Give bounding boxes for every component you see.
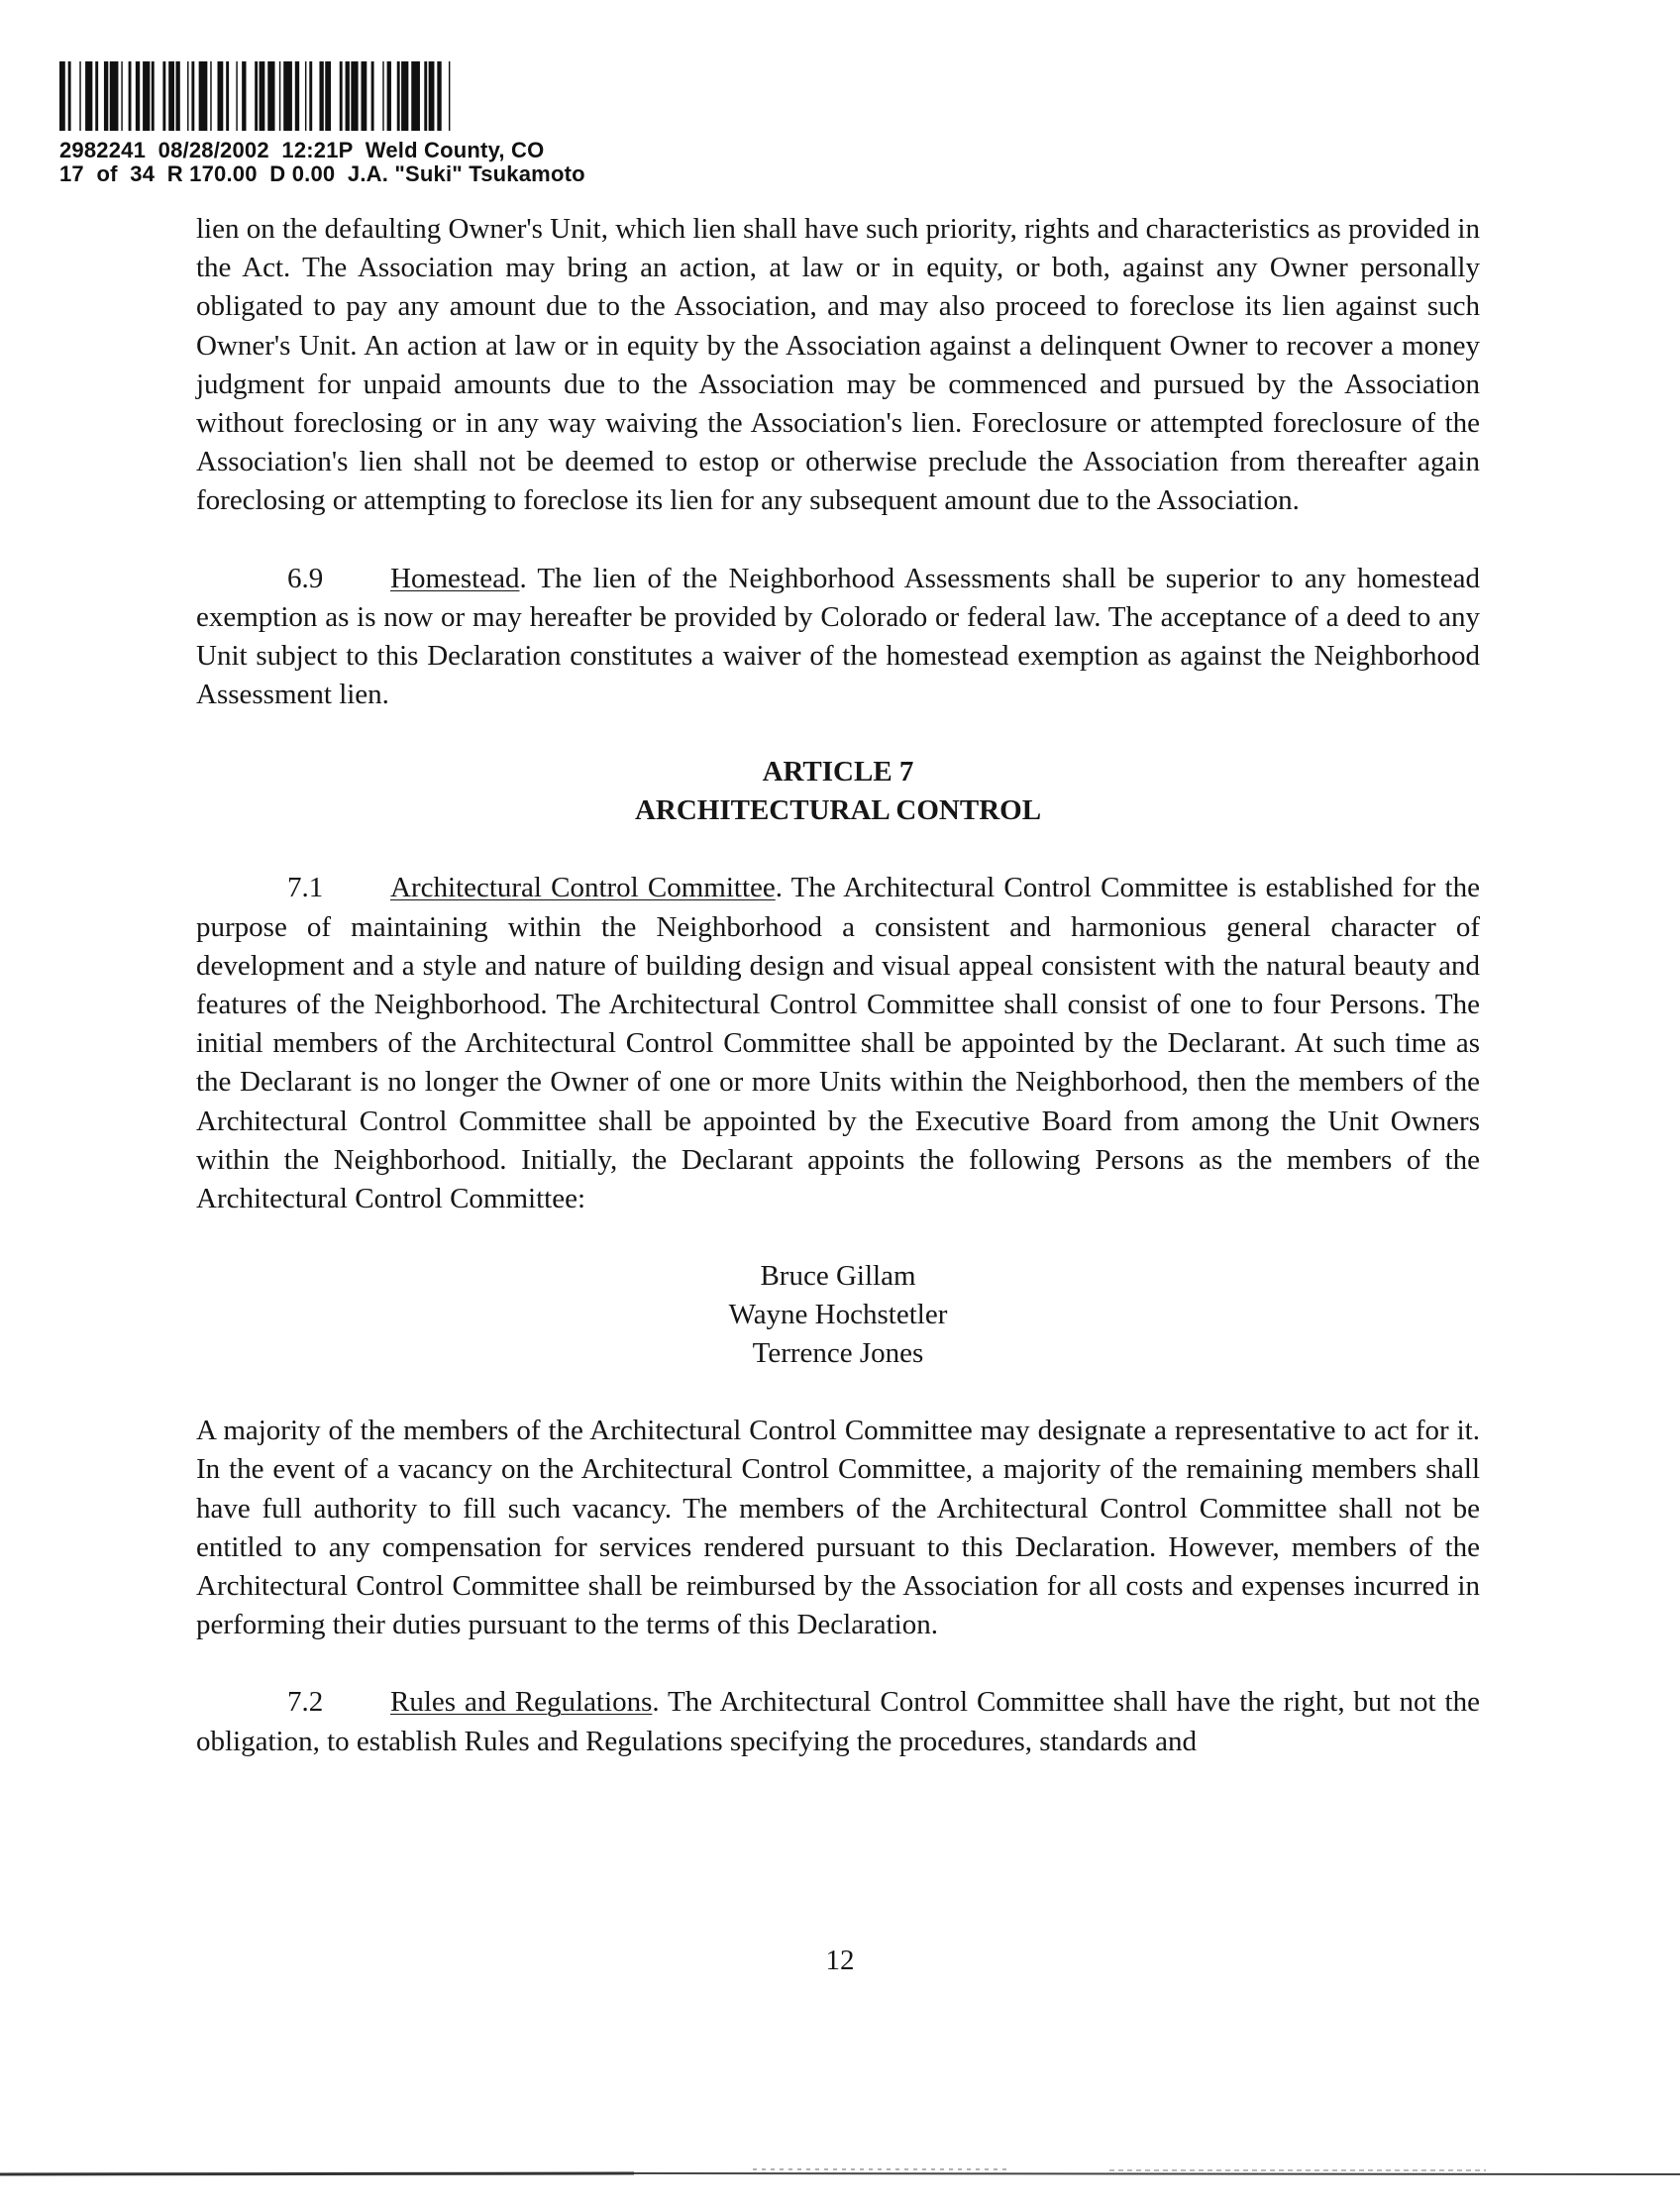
barcode-bar xyxy=(218,61,224,131)
barcode-bar xyxy=(309,61,312,131)
barcode-bar xyxy=(346,61,350,131)
committee-member: Bruce Gillam xyxy=(760,1260,916,1293)
section-6-9 xyxy=(196,560,1480,715)
section-6-9-text: . The lien of the Neighborhood Assessments shall be superior to any homestead exemption as is now or may hereafter be provided by Colorado or federal law. The acceptance of a deed to any Unit subject to this Declaration constitutes a waiver of the homestead exemption as against the Neighborhood Assessment lien. xyxy=(196,562,1480,711)
barcode-bar xyxy=(411,61,420,131)
barcode-bar xyxy=(387,61,391,131)
barcode-bar xyxy=(295,61,299,131)
barcode-bar xyxy=(429,61,435,131)
section-7-2-number: 7.2 xyxy=(287,1686,324,1719)
barcode-bar xyxy=(226,61,229,131)
barcode-bar xyxy=(437,61,441,131)
barcode-bar xyxy=(110,61,119,131)
barcode-bar xyxy=(236,61,237,131)
section-6-9-title: Homestead xyxy=(390,562,520,594)
barcode-bar xyxy=(283,61,292,131)
section-7-1-title: Architectural Control Committee xyxy=(390,872,776,904)
document-body xyxy=(196,210,1480,1761)
article-number: ARTICLE 7 xyxy=(762,756,914,789)
paragraph-majority: A majority of the members of the Architectural Control Committee may designate a representative to act for it. In the event of a vacancy on the Architectural Control Committee, a majority of the remaining members shall have full authority to fill such vacancy. The members of the Architectural Control Committee shall not be entitled to any compensation for services rendered pursuant to this Declaration. However, members of the Architectural Control Committee shall be reimbursed by the Association for all costs and expenses incurred in performing their duties pursuant to the terms of this Declaration. xyxy=(196,1415,1480,1641)
barcode-bar xyxy=(279,61,280,131)
barcode-bar xyxy=(143,61,150,131)
barcode-bar xyxy=(191,61,194,131)
barcode-bar xyxy=(242,61,246,131)
recording-number-date-county: 2982241 08/28/2002 12:21P Weld County, CO xyxy=(59,138,545,162)
barcode-bar xyxy=(449,61,450,131)
barcode-bar xyxy=(79,61,80,131)
article-heading xyxy=(196,753,1480,830)
barcode-bar xyxy=(267,61,274,131)
barcode-bar xyxy=(351,61,358,131)
committee-member: Terrence Jones xyxy=(752,1337,924,1370)
barcode-bar xyxy=(305,61,306,131)
barcode-bar xyxy=(95,61,98,131)
section-7-1 xyxy=(196,869,1480,1218)
barcode-bar xyxy=(104,61,108,131)
committee-member: Wayne Hochstetler xyxy=(728,1299,948,1331)
barcode-bar xyxy=(260,61,265,131)
section-7-2-title: Rules and Regulations xyxy=(390,1686,653,1719)
section-6-9-number: 6.9 xyxy=(287,562,324,594)
recording-page-fees-recorder: 17 of 34 R 170.00 D 0.00 J.A. "Suki" Tsukamoto xyxy=(59,161,585,186)
committee-members-list xyxy=(196,1257,1480,1373)
section-7-1-text: . The Architectural Control Committee is established for the purpose of maintaining within the Neighborhood a consistent and harmonious general character of development and a style and nature of building design and visual appeal consistent with the natural beauty and features of the Neighborhood. The Architectural Control Committee shall consist of one to four Persons. The initial members of the Architectural Control Committee shall be appointed by the Declarant. At such time as the Declarant is no longer the Owner of one or more Units within the Neighborhood, then the members of the Architectural Control Committee shall be appointed by the Executive Board from among the Unit Owners within the Neighborhood. Initially, the Declarant appoints the following Persons as the members of the Architectural Control Committee: xyxy=(196,872,1480,1215)
barcode-bar xyxy=(129,61,132,131)
barcode-bar xyxy=(325,61,331,131)
barcode-bar xyxy=(319,61,323,131)
barcode-bar xyxy=(187,61,188,131)
barcode-bar xyxy=(382,61,383,131)
barcode-bar xyxy=(136,61,140,131)
barcode-bar xyxy=(68,61,71,131)
section-7-2 xyxy=(196,1683,1480,1760)
recording-stamp xyxy=(59,61,753,186)
section-7-1-number: 7.1 xyxy=(287,872,324,904)
barcode-bar xyxy=(152,61,155,131)
barcode-bar xyxy=(424,61,427,131)
barcode-bar xyxy=(210,61,211,131)
barcode-bar xyxy=(121,61,122,131)
barcode-bar xyxy=(168,61,174,131)
barcode-bar xyxy=(85,61,92,131)
barcode-bar xyxy=(59,61,65,131)
section-7-2-text: . The Architectural Control Committee shall have the right, but not the obligation, to establish Rules and Regulations specifying the procedures, standards and xyxy=(196,1686,1480,1757)
barcode-bar xyxy=(401,61,408,131)
barcode-bar xyxy=(199,61,208,131)
barcode-bar xyxy=(255,61,258,131)
scan-edge-line xyxy=(0,2164,1680,2182)
barcode-bar xyxy=(340,61,343,131)
barcode-bar xyxy=(162,61,165,131)
paragraph-lien: lien on the defaulting Owner's Unit, which lien shall have such priority, rights and characteristics as provided in the Act. The Association may bring an action, at law or in equity, or both, against any Owner personally obligated to pay any amount due to the Association, and may also proceed to foreclose its lien against such Owner's Unit. An action at law or in equity by the Association against a delinquent Owner to recover a money judgment for unpaid amounts due to the Association may be commenced and pursued by the Association without foreclosing or in any way waiving the Association's lien. Foreclosure or attempted foreclosure of the Association's lien shall not be deemed to estop or otherwise preclude the Association from thereafter again foreclosing or attempting to foreclose its lien for any subsequent amount due to the Association. xyxy=(196,213,1480,517)
barcode-bar xyxy=(362,61,368,131)
barcode-bar xyxy=(175,61,179,131)
barcode-bar xyxy=(371,61,374,131)
barcode-bar xyxy=(397,61,400,131)
page-number: 12 xyxy=(825,1945,855,1976)
barcode xyxy=(59,61,743,131)
article-title: ARCHITECTURAL CONTROL xyxy=(634,794,1042,827)
